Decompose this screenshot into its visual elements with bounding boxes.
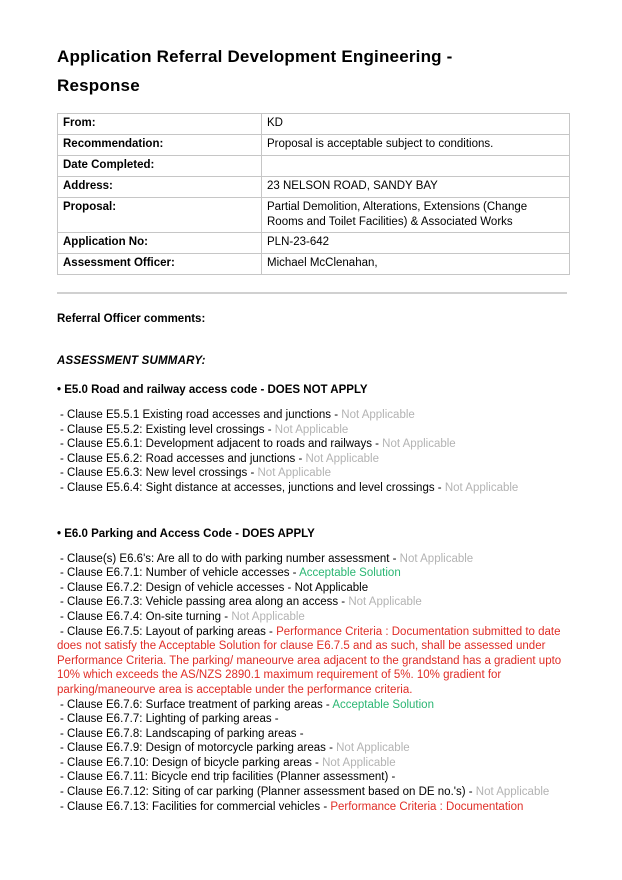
clause-status: Not Applicable xyxy=(444,481,519,494)
horizontal-divider xyxy=(57,292,567,294)
row-value: Proposal is acceptable subject to conditions. xyxy=(262,135,570,156)
clause-text: - Clause E6.7.3: Vehicle passing area along an access - xyxy=(60,596,349,609)
row-value: Michael McClenahan, xyxy=(262,254,570,275)
clause-status: Acceptable Solution xyxy=(332,698,434,711)
clause-status: Not Applicable xyxy=(231,610,305,623)
clause-text: - Clause E5.6.4: Sight distance at accesses, junctions and level crossings - xyxy=(60,481,445,494)
clause-line xyxy=(57,423,569,438)
clause-status: Not Applicable xyxy=(475,786,550,799)
clause-list xyxy=(57,408,569,496)
clause-text: - Clause E5.5.2: Existing level crossings - xyxy=(60,423,275,436)
clause-line xyxy=(57,712,569,727)
clause-status: Not Applicable xyxy=(341,409,415,421)
row-value: KD xyxy=(262,114,570,135)
clause-list xyxy=(57,552,569,815)
clause-text: - Clause E6.7.6: Surface treatment of parking areas - xyxy=(60,698,333,711)
clause-text: - Clause E6.7.12: Siting of car parking (Planner assessment based on DE no.'s) - xyxy=(60,786,476,799)
clause-text: - Clause(s) E6.6's: Are all to do with parking number assessment - xyxy=(60,552,400,565)
clause-text: - Clause E6.7.4: On-site turning - xyxy=(60,610,232,623)
table-row-assessment-officer xyxy=(58,254,570,275)
clause-line xyxy=(57,741,569,756)
clause-status: Not Applicable xyxy=(257,467,332,480)
row-label: Recommendation: xyxy=(58,135,262,156)
row-value: 23 NELSON ROAD, SANDY BAY xyxy=(262,177,570,198)
clause-status: Performance Criteria : Documentation xyxy=(330,800,524,813)
clause-text: - Clause E6.7.1: Number of vehicle accesses - xyxy=(60,567,300,580)
table-row-recommendation xyxy=(58,135,570,156)
page-title: Application Referral Development Engineering - Response xyxy=(57,47,453,95)
clause-line xyxy=(57,698,569,713)
row-label: Application No: xyxy=(58,233,262,254)
section-heading: • E6.0 Parking and Access Code - DOES APPLY xyxy=(57,527,315,540)
row-label: Assessment Officer: xyxy=(58,254,262,275)
clause-status: Not Applicable xyxy=(348,596,422,609)
clause-line-e675-performance xyxy=(57,625,569,698)
table-row-from xyxy=(58,114,570,135)
clause-text: - Clause E6.7.9: Design of motorcycle parking areas - xyxy=(60,742,337,755)
clause-status: Not Applicable xyxy=(274,423,349,436)
section-heading: • E5.0 Road and railway access code - DOES NOT APPLY xyxy=(57,384,368,396)
clause-status: Acceptable Solution xyxy=(299,567,401,580)
clause-status: Not Applicable xyxy=(399,552,474,565)
clause-status: Not Applicable xyxy=(305,452,379,465)
table-row-proposal xyxy=(58,198,570,233)
clause-status: Performance Criteria : Documentation submitted to date does not satisfy the Acceptable Solution for clause E6.7.5 and as such, shall be assessed under Performance Criteria. The parking/ maneourve area adjacent to the grandstand has a gradient upto 10% which exceeds the AS/NZS 2890.1 maximum requirement of 5%. 10% gradient for parking/maneourve area is acceptable under the performance criteria. xyxy=(57,625,562,696)
clause-text: - Clause E6.7.10: Design of bicycle parking areas - xyxy=(60,756,323,769)
clause-text: - Clause E6.7.8: Landscaping of parking areas - xyxy=(60,727,304,740)
clause-text: - Clause E5.6.2: Road accesses and junctions - xyxy=(60,452,306,465)
assessment-summary-heading: ASSESSMENT SUMMARY: xyxy=(57,355,206,367)
clause-line xyxy=(57,610,569,625)
row-label: Proposal: xyxy=(58,198,262,233)
referral-officer-comments-heading: Referral Officer comments: xyxy=(57,313,206,325)
clause-status: Not Applicable xyxy=(382,438,456,451)
clause-text: - Clause E5.6.3: New level crossings - xyxy=(60,467,258,480)
clause-line xyxy=(57,452,569,467)
section-e6-parking-access xyxy=(57,527,569,815)
clause-line xyxy=(57,466,569,481)
clause-line xyxy=(57,727,569,742)
clause-text: - Clause E5.5.1 Existing road accesses and junctions - xyxy=(60,409,342,421)
row-label: Address: xyxy=(58,177,262,198)
application-info-table xyxy=(57,113,570,275)
row-label: From: xyxy=(58,114,262,135)
row-value xyxy=(262,156,570,177)
clause-line xyxy=(57,566,569,581)
clause-line xyxy=(57,552,569,567)
clause-line xyxy=(57,481,569,496)
table-row-address xyxy=(58,177,570,198)
clause-line xyxy=(57,770,569,785)
row-label: Date Completed: xyxy=(58,156,262,177)
section-e5-road-railway xyxy=(57,383,569,496)
clause-text: - Clause E6.7.5: Layout of parking areas - xyxy=(60,625,277,638)
table-row-application-no xyxy=(58,233,570,254)
clause-text: - Clause E6.7.11: Bicycle end trip facilities (Planner assessment) - xyxy=(60,771,396,784)
clause-text: - Clause E6.7.2: Design of vehicle accesses - Not Applicable xyxy=(60,581,369,594)
clause-line xyxy=(57,595,569,610)
clause-status: Not Applicable xyxy=(322,756,396,769)
clause-text: - Clause E6.7.7: Lighting of parking areas - xyxy=(60,713,279,726)
table-row-date-completed xyxy=(58,156,570,177)
clause-line xyxy=(57,408,569,423)
row-value: PLN-23-642 xyxy=(262,233,570,254)
clause-line xyxy=(57,437,569,452)
clause-line xyxy=(57,785,569,800)
row-value: Partial Demolition, Alterations, Extensions (Change Rooms and Toilet Facilities) & Associated Works xyxy=(262,198,570,233)
clause-line-e6713-performance xyxy=(57,800,569,815)
clause-line xyxy=(57,756,569,771)
clause-line xyxy=(57,581,569,596)
clause-status: Not Applicable xyxy=(336,742,410,755)
clause-text: - Clause E6.7.13: Facilities for commercial vehicles - xyxy=(60,800,331,813)
clause-text: - Clause E5.6.1: Development adjacent to roads and railways - xyxy=(60,438,383,451)
